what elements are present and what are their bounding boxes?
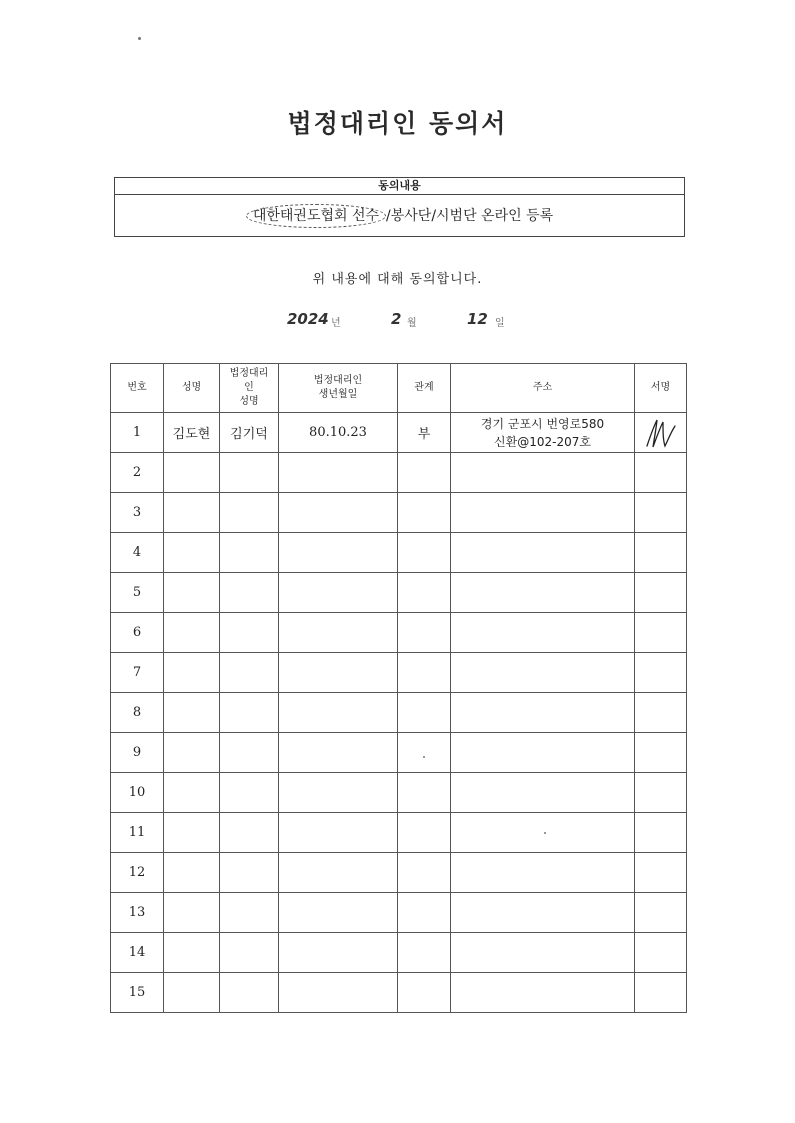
guardian-roster-table	[110, 363, 687, 1013]
guardian-name-cell	[220, 813, 279, 853]
relation-cell	[398, 493, 451, 533]
consent-body	[115, 195, 684, 237]
date-row	[283, 310, 543, 334]
student-name-cell	[164, 613, 220, 653]
guardian-birth-cell	[279, 933, 398, 973]
student-name-cell	[164, 493, 220, 533]
student-name-cell	[164, 693, 220, 733]
consent-header: 동의내용	[115, 178, 684, 195]
relation-cell: 부	[398, 413, 451, 453]
address-cell	[451, 653, 635, 693]
relation-cell	[398, 773, 451, 813]
header-address: 주소	[451, 364, 635, 413]
signature-cell	[635, 453, 687, 493]
signature-cell	[635, 613, 687, 653]
consent-circled-text: 대한태권도협회 선수	[246, 204, 386, 228]
guardian-birth-cell	[279, 493, 398, 533]
handwritten-signature-icon	[641, 416, 681, 450]
table-row	[111, 733, 687, 773]
table-row	[111, 493, 687, 533]
row-number-cell: 2	[111, 453, 164, 493]
signature-cell	[635, 493, 687, 533]
student-name-cell	[164, 973, 220, 1013]
row-number-cell: 14	[111, 933, 164, 973]
student-name-cell	[164, 933, 220, 973]
address-cell	[451, 733, 635, 773]
table-row	[111, 453, 687, 493]
relation-cell	[398, 573, 451, 613]
guardian-name-cell	[220, 693, 279, 733]
guardian-birth-cell	[279, 693, 398, 733]
signature-cell	[635, 773, 687, 813]
signature-cell	[635, 573, 687, 613]
row-number-cell: 15	[111, 973, 164, 1013]
signature-cell	[635, 893, 687, 933]
table-row	[111, 573, 687, 613]
header-guardian-name-line2: 인	[244, 382, 254, 393]
address-cell	[451, 613, 635, 653]
guardian-name-cell	[220, 573, 279, 613]
guardian-birth-cell	[279, 653, 398, 693]
guardian-name-cell	[220, 933, 279, 973]
guardian-birth-cell	[279, 813, 398, 853]
date-day: 12	[467, 310, 488, 328]
address-cell	[451, 973, 635, 1013]
relation-cell	[398, 533, 451, 573]
header-signature: 서명	[635, 364, 687, 413]
guardian-name-cell	[220, 613, 279, 653]
student-name-cell	[164, 453, 220, 493]
guardian-birth-cell: 80.10.23	[279, 413, 398, 453]
guardian-birth-cell	[279, 533, 398, 573]
table-row	[111, 413, 687, 453]
consent-rest-text: /봉사단/시범단 온라인 등록	[386, 208, 554, 224]
address-cell	[451, 493, 635, 533]
signature-cell	[635, 533, 687, 573]
guardian-birth-cell	[279, 773, 398, 813]
address-cell	[451, 413, 635, 453]
address-line1: 경기 군포시 번영로580	[480, 416, 605, 431]
scan-speck	[423, 756, 425, 758]
header-guardian-name	[220, 364, 279, 413]
relation-cell	[398, 973, 451, 1013]
scan-speck	[544, 832, 546, 834]
relation-cell	[398, 813, 451, 853]
student-name-cell	[164, 573, 220, 613]
signature-cell	[635, 973, 687, 1013]
student-name-cell	[164, 533, 220, 573]
row-number-cell: 8	[111, 693, 164, 733]
guardian-name-cell	[220, 973, 279, 1013]
relation-cell	[398, 933, 451, 973]
relation-cell	[398, 853, 451, 893]
consent-box	[114, 177, 685, 237]
table-row	[111, 773, 687, 813]
relation-cell	[398, 693, 451, 733]
row-number-cell: 9	[111, 733, 164, 773]
signature-cell	[635, 653, 687, 693]
row-number-cell: 1	[111, 413, 164, 453]
table-row	[111, 613, 687, 653]
guardian-name-cell	[220, 773, 279, 813]
guardian-birth-cell	[279, 893, 398, 933]
date-year-unit: 년	[331, 318, 341, 329]
signature-cell	[635, 413, 687, 453]
relation-cell	[398, 653, 451, 693]
scan-speck	[138, 37, 141, 40]
header-no: 번호	[111, 364, 164, 413]
signature-cell	[635, 733, 687, 773]
header-guardian-birth	[279, 364, 398, 413]
guardian-birth-cell	[279, 853, 398, 893]
address-cell	[451, 533, 635, 573]
relation-cell	[398, 613, 451, 653]
table-row	[111, 933, 687, 973]
table-header-row	[111, 364, 687, 413]
header-guardian-birth-line2: 생년월일	[318, 389, 358, 400]
address-cell	[451, 573, 635, 613]
relation-cell	[398, 733, 451, 773]
guardian-birth-cell	[279, 733, 398, 773]
guardian-name-cell	[220, 453, 279, 493]
address-line2: 신환@102-207호	[494, 434, 591, 449]
date-month: 2	[391, 310, 402, 328]
row-number-cell: 10	[111, 773, 164, 813]
student-name-cell	[164, 733, 220, 773]
address-cell	[451, 453, 635, 493]
agree-statement: 위 내용에 대해 동의합니다.	[312, 272, 483, 287]
row-number-cell: 5	[111, 573, 164, 613]
row-number-cell: 11	[111, 813, 164, 853]
address-cell	[451, 853, 635, 893]
date-day-unit: 일	[495, 318, 505, 329]
address-cell	[451, 933, 635, 973]
student-name-cell	[164, 773, 220, 813]
guardian-name-cell	[220, 653, 279, 693]
header-relation: 관계	[398, 364, 451, 413]
relation-cell	[398, 453, 451, 493]
guardian-name-cell	[220, 533, 279, 573]
student-name-cell	[164, 813, 220, 853]
address-cell	[451, 893, 635, 933]
guardian-birth-cell	[279, 453, 398, 493]
header-guardian-birth-line1: 법정대리인	[313, 375, 363, 386]
row-number-cell: 7	[111, 653, 164, 693]
date-year: 2024	[287, 310, 329, 328]
address-cell	[451, 693, 635, 733]
row-number-cell: 13	[111, 893, 164, 933]
guardian-name-cell	[220, 733, 279, 773]
row-number-cell: 3	[111, 493, 164, 533]
table-row	[111, 853, 687, 893]
row-number-cell: 12	[111, 853, 164, 893]
table-row	[111, 973, 687, 1013]
header-name: 성명	[164, 364, 220, 413]
signature-cell	[635, 813, 687, 853]
table-row	[111, 813, 687, 853]
signature-cell	[635, 933, 687, 973]
student-name-cell	[164, 853, 220, 893]
address-cell	[451, 773, 635, 813]
student-name-cell	[164, 653, 220, 693]
guardian-birth-cell	[279, 613, 398, 653]
guardian-name-cell: 김기덕	[220, 413, 279, 453]
guardian-name-cell	[220, 893, 279, 933]
table-row	[111, 653, 687, 693]
guardian-birth-cell	[279, 973, 398, 1013]
table-body	[111, 413, 687, 1013]
guardian-name-cell	[220, 853, 279, 893]
table-row	[111, 533, 687, 573]
row-number-cell: 6	[111, 613, 164, 653]
table-row	[111, 693, 687, 733]
header-guardian-name-line3: 성명	[239, 396, 259, 407]
student-name-cell	[164, 893, 220, 933]
date-month-unit: 월	[407, 318, 417, 329]
relation-cell	[398, 893, 451, 933]
student-name-cell: 김도현	[164, 413, 220, 453]
signature-cell	[635, 693, 687, 733]
page-title: 법정대리인 동의서	[287, 109, 508, 138]
address-cell	[451, 813, 635, 853]
guardian-birth-cell	[279, 573, 398, 613]
guardian-name-cell	[220, 493, 279, 533]
row-number-cell: 4	[111, 533, 164, 573]
header-guardian-name-line1: 법정대리	[229, 368, 269, 379]
signature-cell	[635, 853, 687, 893]
table-row	[111, 893, 687, 933]
